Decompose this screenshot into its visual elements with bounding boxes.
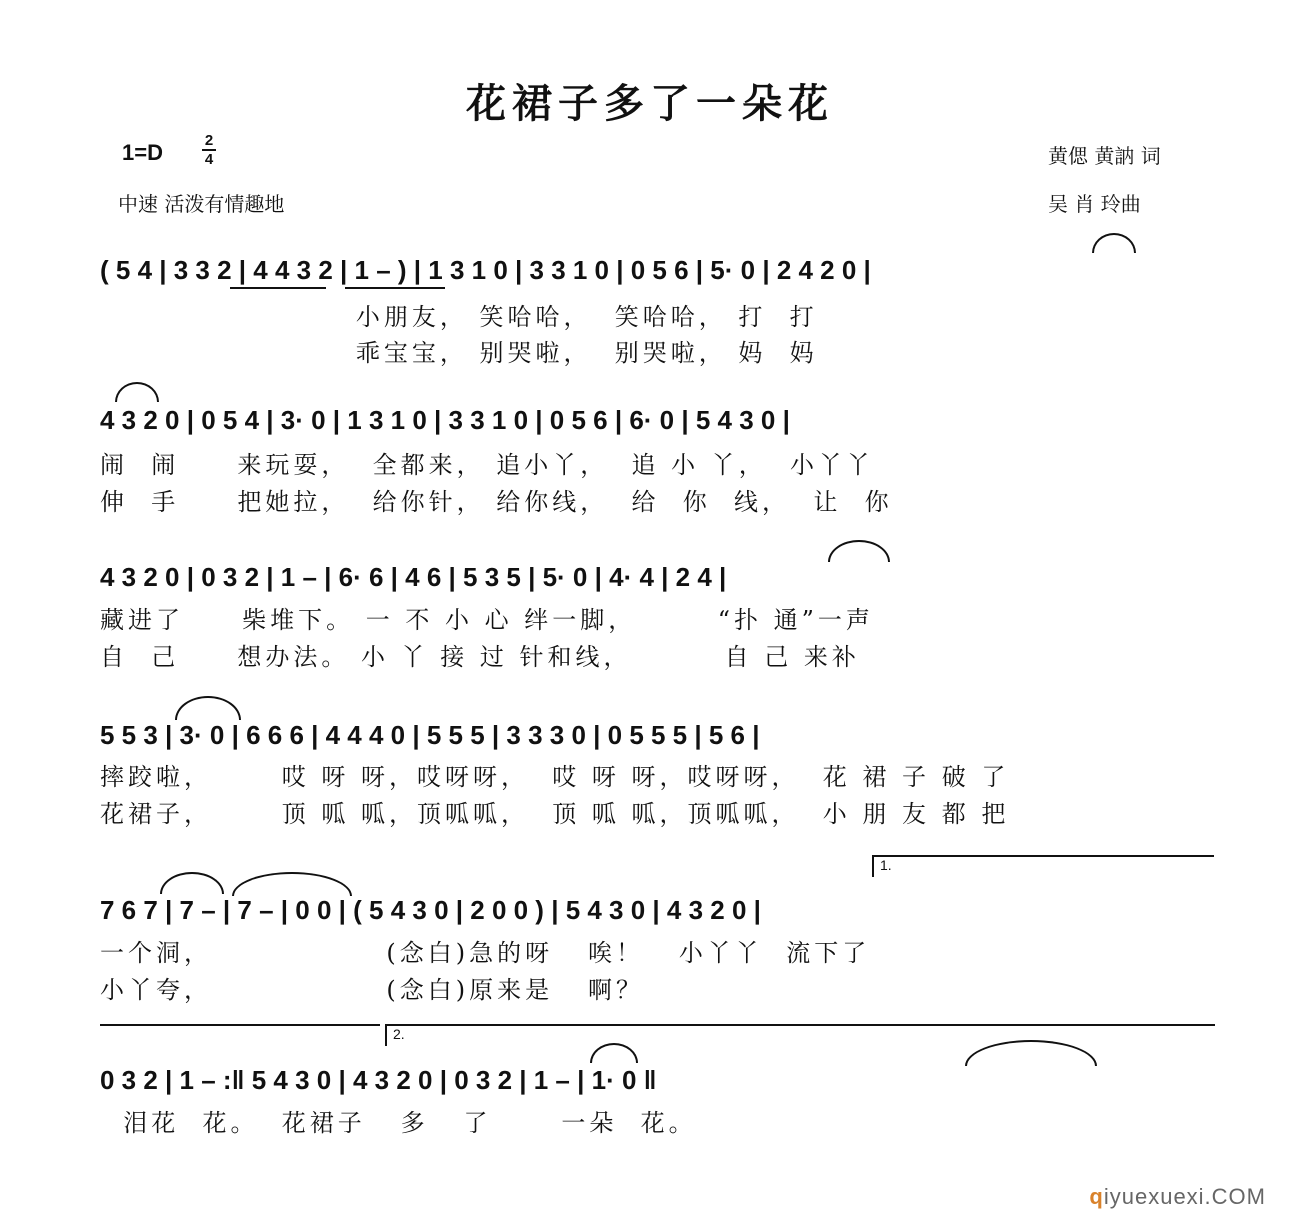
staff-system-3 [100,552,1220,602]
slur [232,872,352,896]
underline [345,287,445,289]
lyrics-verse-1: 藏进了 柴堆下。 一 不 小 心 绊一脚， “扑 通”一声 [100,606,874,634]
lyrics-verse-2: 花裙子， 顶 呱 呱，顶呱呱， 顶 呱 呱，顶呱呱， 小 朋 友 都 把 [100,800,1010,828]
watermark: qiyuexuexi.COM [1089,1184,1266,1209]
slur [828,540,890,562]
lyrics-verse-2: 小丫夸， (念白)原来是 啊？ [100,976,645,1004]
key-signature: 1=D [122,140,163,165]
composer-credit: 吴 肖 玲曲 [1048,192,1141,216]
slur [1092,233,1136,253]
first-ending-line [100,1024,380,1026]
underline [230,287,326,289]
notation-line: 4 3 2 0 | 0 5 4 | 3· 0 | 1 3 1 0 | 3 3 1 0 | 0 5 6 | 6· 0 | 5 4 3 0 | [100,404,790,435]
notation-line: 4 3 2 0 | 0 3 2 | 1 – | 6· 6 | 4 6 | 5 3 5 | 5· 0 | 4· 4 | 2 4 | [100,561,727,592]
slur [590,1043,638,1063]
lyrics-verse-2: 乖宝宝， 别哭啦， 别哭啦， 妈 妈 [100,339,818,367]
lyrics-verse-1: 泪花 花。 花裙子 多 了 一朵 花。 [100,1109,697,1137]
tempo-marking: 中速 活泼有情趣地 [118,192,285,216]
time-signature-bottom: 4 [204,151,214,168]
staff-system-2 [100,395,1220,445]
lyrics-verse-2: 自 己 想办法。 小 丫 接 过 针和线， 自 己 来补 [100,643,860,671]
notation-line: ( 5 4 | 3 3 2 | 4 4 3 2 | 1 – ) | 1 3 1 0 | 3 3 1 0 | 0 5 6 | 5· 0 | 2 4 2 0 | [100,254,871,285]
time-signature-top: 2 [204,132,214,149]
notation-line: 5 5 3 | 3· 0 | 6 6 6 | 4 4 4 0 | 5 5 5 | 3 3 3 0 | 0 5 5 5 | 5 6 | [100,719,760,750]
lyrics-verse-1: 一个洞， (念白)急的呀 唉！ 小丫丫 流下了 [100,939,871,967]
volta-second-ending: 2. [385,1024,1215,1046]
slur [160,872,224,894]
staff-system-4 [100,710,1220,760]
notation-line: 7 6 7 | 7 – | 7 – | 0 0 | ( 5 4 3 0 | 2 0 0 ) | 5 4 3 0 | 4 3 2 0 | [100,894,761,925]
slur [175,696,241,720]
lyrics-verse-1: 小朋友， 笑哈哈， 笑哈哈， 打 打 [100,303,818,331]
lyrics-verse-2: 伸 手 把她拉， 给你针， 给你线， 给 你 线， 让 你 [100,488,893,516]
lyrics-verse-1: 摔跤啦， 哎 呀 呀，哎呀呀， 哎 呀 呀，哎呀呀， 花 裙 子 破 了 [100,763,1010,791]
lyricist-credit: 黄偲 黄訥 词 [1048,144,1161,168]
notation-line: 0 3 2 | 1 – :‖ 5 4 3 0 | 4 3 2 0 | 0 3 2 | 1 – | 1· 0 ‖ [100,1064,657,1095]
slur [115,382,159,402]
lyrics-verse-1: 闹 闹 来玩耍， 全都来， 追小丫， 追 小 丫， 小丫丫 [100,451,875,479]
volta-first-ending: 1. [872,855,1214,877]
song-title: 花裙子多了一朵花 [466,80,834,127]
